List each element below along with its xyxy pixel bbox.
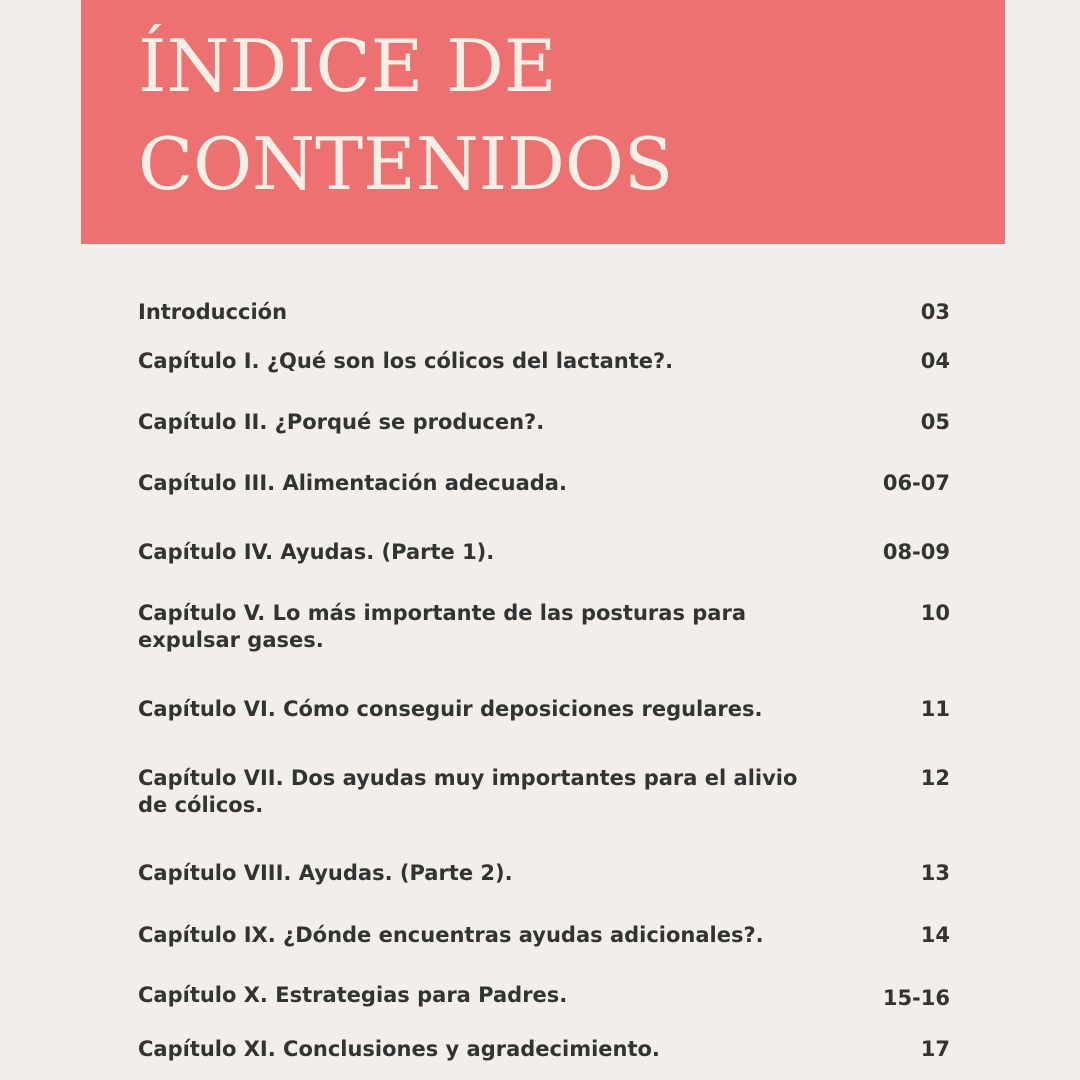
toc-entry-page: 15-16 — [882, 986, 950, 1010]
title-banner — [81, 0, 1005, 244]
toc-entry-label: Capítulo IV. Ayudas. (Parte 1). — [138, 540, 495, 564]
toc-entry-label: Capítulo III. Alimentación adecuada. — [138, 471, 567, 495]
toc-entry-label: Capítulo X. Estrategias para Padres. — [138, 983, 568, 1007]
toc-entry-page: 05 — [920, 410, 950, 434]
toc-entry-page: 10 — [920, 601, 950, 625]
toc-entry-page: 06-07 — [882, 471, 950, 495]
toc-entry-label: Capítulo I. ¿Qué son los cólicos del lactante?. — [138, 349, 674, 373]
toc-entry-page: 14 — [920, 923, 950, 947]
toc-entry-page: 17 — [920, 1037, 950, 1061]
toc-entry-label: Capítulo II. ¿Porqué se producen?. — [138, 410, 545, 434]
toc-entry-label: Capítulo IX. ¿Dónde encuentras ayudas adicionales?. — [138, 923, 764, 947]
toc-entry-label: Capítulo VIII. Ayudas. (Parte 2). — [138, 861, 513, 885]
toc-entry-label: Capítulo XI. Conclusiones y agradecimiento. — [138, 1037, 660, 1061]
toc-entry-page: 08-09 — [882, 540, 950, 564]
toc-entry-page: 11 — [920, 697, 950, 721]
toc-entry-page: 03 — [920, 300, 950, 324]
toc-entry-label: Capítulo VII. Dos ayudas muy importantes para el alivio de cólicos. — [138, 766, 798, 817]
toc-entry-page: 12 — [920, 766, 950, 790]
page-title-line-2: CONTENIDOS — [138, 122, 674, 206]
toc-entry-label: Capítulo VI. Cómo conseguir deposiciones regulares. — [138, 697, 763, 721]
toc-entry-label: Introducción — [138, 300, 288, 324]
toc-entry-page: 13 — [920, 861, 950, 885]
toc-entry-label: Capítulo V. Lo más importante de las posturas para expulsar gases. — [138, 601, 746, 652]
toc-entry-page: 04 — [920, 349, 950, 373]
page-title-line-1: ÍNDICE DE — [138, 24, 557, 108]
